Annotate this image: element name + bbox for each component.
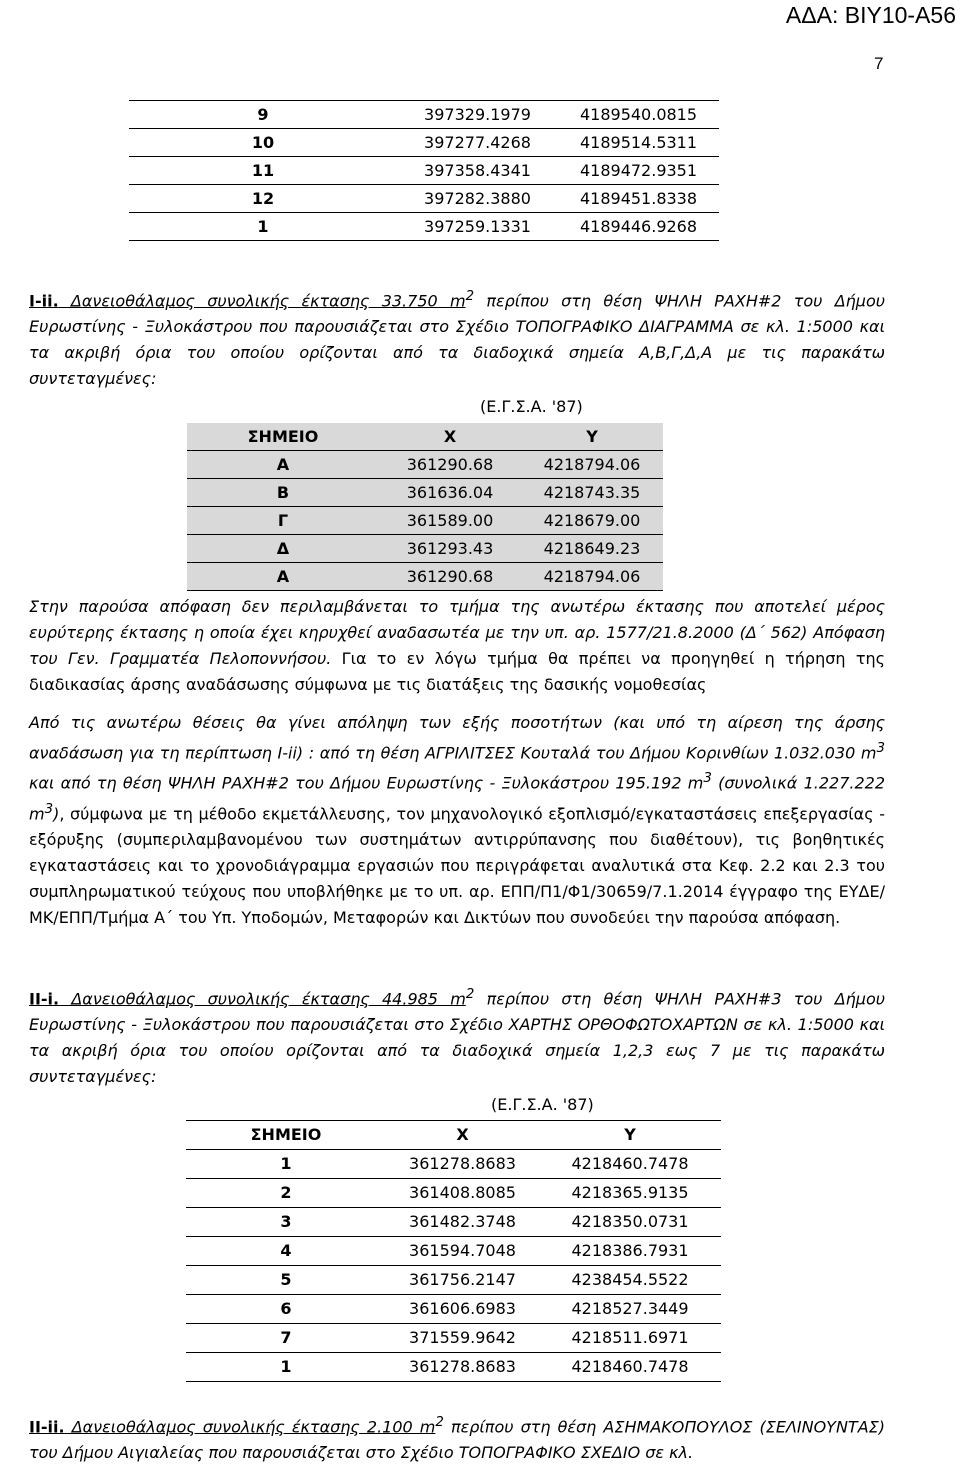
point-cell: 11 xyxy=(129,157,397,185)
x-cell: 361482.3748 xyxy=(386,1208,539,1237)
x-cell: 361589.00 xyxy=(379,507,521,535)
y-cell: 4218386.7931 xyxy=(539,1237,721,1266)
point-cell: 1 xyxy=(129,213,397,241)
point-cell: Α xyxy=(187,563,379,591)
y-cell: 4218679.00 xyxy=(521,507,663,535)
y-cell: 4189451.8338 xyxy=(558,185,719,213)
point-cell: 1 xyxy=(186,1150,386,1179)
datum-label-2: (Ε.Γ.Σ.Α. '87) xyxy=(491,1095,594,1114)
x-cell: 361293.43 xyxy=(379,535,521,563)
point-cell: 6 xyxy=(186,1295,386,1324)
page-number: 7 xyxy=(874,54,884,73)
section-i-ii-paragraph: Ι-ii. Δανειοθάλαμος συνολικής έκτασης 33.750 $m^2$ περίπου στη θέση ΨΗΛΗ ΡΑΧΗ#2 του Δήμου Ευρωστίνης - Ξυλοκάστρου που παρουσιάζεται στο Σχέδιο ΤΟΠΟΓΡΑΦΙΚΟ ΔΙΑΓΡΑΜΜΑ σε κλ. 1:5000 και τα ακριβή όρια του οποίου ορίζονται από τα διαδοχικά σημεία Α,Β,Γ,Δ,Α με τις παρακάτω συντεταγμένες: xyxy=(29,289,886,389)
x-cell: 371559.9642 xyxy=(386,1324,539,1353)
table-row xyxy=(129,185,719,213)
point-cell: Β xyxy=(187,479,379,507)
x-cell: 361606.6983 xyxy=(386,1295,539,1324)
table-row xyxy=(187,507,663,535)
quantities-paragraph: Από τις ανωτέρω θέσεις θα γίνει απόληψη των εξής ποσοτήτων (και υπό τη αίρεση της άρσης αναδάσωση για τη περίπτωση I-ii) : από τη θέση ΑΓΡΙΛΙΤΣΕΣ Κουταλά του Δήμου Κορινθίων 1.032.030 $m^3$ και από τη θέση ΨΗΛΗ ΡΑΧΗ#2 του Δήμου Ευρωστίνης - Ξυλοκάστρου 195.192 $m^3$ (συνολικά 1.227.222 $m^3$), σύμφωνα με τη μέθοδο εκμετάλλευσης, τον μηχανολογικό εξοπλισμό/εγκαταστάσεις επεξεργασίας - εξόρυξης (συμπεριλαμβανομένου των συστημάτων αντιρρύπανσης που διαθέτουν), τις βοηθητικές εγκαταστάσεις και το χρονοδιάγραμμα εργασιών που περιγράφεται αναλυτικά στα Κεφ. 2.2 και 2.3 του συμπληρωματικού τεύχους που υποβλήθηκε με το υπ. αρ. ΕΠΠ/Π1/Φ1/30659/7.1.2014 έγγραφο της ΕΥΔΕ/ΜΚ/ΕΠΠ/Τμήμα Α΄ του Υπ. Υποδομών, Μεταφορών και Δικτύων που συνοδεύει την παρούσα απόφαση. xyxy=(29,713,886,927)
y-cell: 4218794.06 xyxy=(521,563,663,591)
x-cell: 361290.68 xyxy=(379,563,521,591)
x-cell: 397259.1331 xyxy=(397,213,558,241)
table-row xyxy=(186,1179,721,1208)
section-label: ΙI-i. xyxy=(29,989,60,1009)
y-cell: 4218365.9135 xyxy=(539,1179,721,1208)
table-row xyxy=(186,1324,721,1353)
note-paragraph: Στην παρούσα απόφαση δεν περιλαμβάνεται το τμήμα της ανωτέρω έκτασης που αποτελεί μέρος ευρύτερης έκτασης η οποία έχει κηρυχθεί αναδασωτέα με την υπ. αρ. 1577/21.8.2000 (Δ΄ 562) Απόφαση του Γεν. Γραμματέα Πελοποννήσου. Για το εν λόγω τμήμα θα πρέπει να προηγηθεί η τήρηση της διαδικασίας άρσης αναδάσωσης σύμφωνα με τις διατάξεις της δασικής νομοθεσίας xyxy=(29,597,885,694)
table-row xyxy=(186,1208,721,1237)
point-cell: 2 xyxy=(186,1179,386,1208)
col-header-y: Υ xyxy=(539,1121,721,1150)
y-cell: 4218527.3449 xyxy=(539,1295,721,1324)
x-cell: 361756.2147 xyxy=(386,1266,539,1295)
coordinates-table-2 xyxy=(187,423,663,591)
y-cell: 4218743.35 xyxy=(521,479,663,507)
table-row xyxy=(129,213,719,241)
y-cell: 4189472.9351 xyxy=(558,157,719,185)
y-cell: 4189540.0815 xyxy=(558,101,719,129)
point-cell: 3 xyxy=(186,1208,386,1237)
point-cell: 5 xyxy=(186,1266,386,1295)
point-cell: 9 xyxy=(129,101,397,129)
section-ii-i-paragraph: ΙI-i. Δανειοθάλαμος συνολικής έκτασης 44.985 $m^2$ περίπου στη θέση ΨΗΛΗ ΡΑΧΗ#3 του Δήμου Ευρωστίνης - Ξυλοκάστρου που παρουσιάζεται στο Σχέδιο ΧΑΡΤΗΣ ΟΡΘΟΦΩΤΟΧΑΡΤΩΝ σε κλ. 1:5000 και τα ακριβή όρια του οποίου ορίζονται από τα διαδοχικά σημεία 1,2,3 εως 7 με τις παρακάτω συντεταγμένες: xyxy=(29,987,886,1087)
point-cell: 7 xyxy=(186,1324,386,1353)
x-cell: 361636.04 xyxy=(379,479,521,507)
point-cell: 12 xyxy=(129,185,397,213)
point-cell: Α xyxy=(187,451,379,479)
coordinates-table-3 xyxy=(186,1120,721,1382)
point-cell: 4 xyxy=(186,1237,386,1266)
datum-label-1: (Ε.Γ.Σ.Α. '87) xyxy=(480,397,583,416)
col-header-x: Χ xyxy=(386,1121,539,1150)
y-cell: 4189514.5311 xyxy=(558,129,719,157)
coordinates-table-1 xyxy=(129,100,719,241)
table-row xyxy=(186,1353,721,1382)
col-header-point: ΣΗΜΕΙΟ xyxy=(187,423,379,451)
y-cell: 4218649.23 xyxy=(521,535,663,563)
table-row xyxy=(187,451,663,479)
col-header-y: Υ xyxy=(521,423,663,451)
y-cell: 4218460.7478 xyxy=(539,1150,721,1179)
y-cell: 4218511.6971 xyxy=(539,1324,721,1353)
y-cell: 4189446.9268 xyxy=(558,213,719,241)
y-cell: 4238454.5522 xyxy=(539,1266,721,1295)
point-cell: Γ xyxy=(187,507,379,535)
table-row xyxy=(186,1150,721,1179)
col-header-x: Χ xyxy=(379,423,521,451)
point-cell: Δ xyxy=(187,535,379,563)
x-cell: 397329.1979 xyxy=(397,101,558,129)
table-row xyxy=(129,101,719,129)
point-cell: 1 xyxy=(186,1353,386,1382)
x-cell: 361290.68 xyxy=(379,451,521,479)
table-row xyxy=(186,1266,721,1295)
table-row xyxy=(129,157,719,185)
col-header-point: ΣΗΜΕΙΟ xyxy=(186,1121,386,1150)
x-cell: 397277.4268 xyxy=(397,129,558,157)
y-cell: 4218350.0731 xyxy=(539,1208,721,1237)
x-cell: 361278.8683 xyxy=(386,1353,539,1382)
section-ii-ii-paragraph: ΙI-ii. Δανειοθάλαμος συνολικής έκτασης 2.100 $m^2$ περίπου στη θέση ΑΣΗΜΑΚΟΠΟΥΛΟΣ (ΣΕΛΙΝΟΥΝΤΑΣ) του Δήμου Αιγιαλείας που παρουσιάζεται στο Σχέδιο ΤΟΠΟΓΡΑΦΙΚΟ ΣΧΕΔΙΟ σε κλ. xyxy=(29,1415,885,1463)
table-row xyxy=(186,1295,721,1324)
section-label: Ι-ii. xyxy=(29,291,59,311)
table-row xyxy=(187,535,663,563)
point-cell: 10 xyxy=(129,129,397,157)
x-cell: 361278.8683 xyxy=(386,1150,539,1179)
x-cell: 361408.8085 xyxy=(386,1179,539,1208)
table-row xyxy=(129,129,719,157)
y-cell: 4218794.06 xyxy=(521,451,663,479)
section-label: ΙI-ii. xyxy=(29,1417,65,1437)
x-cell: 361594.7048 xyxy=(386,1237,539,1266)
x-cell: 397358.4341 xyxy=(397,157,558,185)
table-row xyxy=(187,563,663,591)
y-cell: 4218460.7478 xyxy=(539,1353,721,1382)
ada-identifier: ΑΔΑ: ΒΙΥ10-Α56 xyxy=(785,2,956,28)
x-cell: 397282.3880 xyxy=(397,185,558,213)
table-row xyxy=(186,1237,721,1266)
table-row xyxy=(187,479,663,507)
